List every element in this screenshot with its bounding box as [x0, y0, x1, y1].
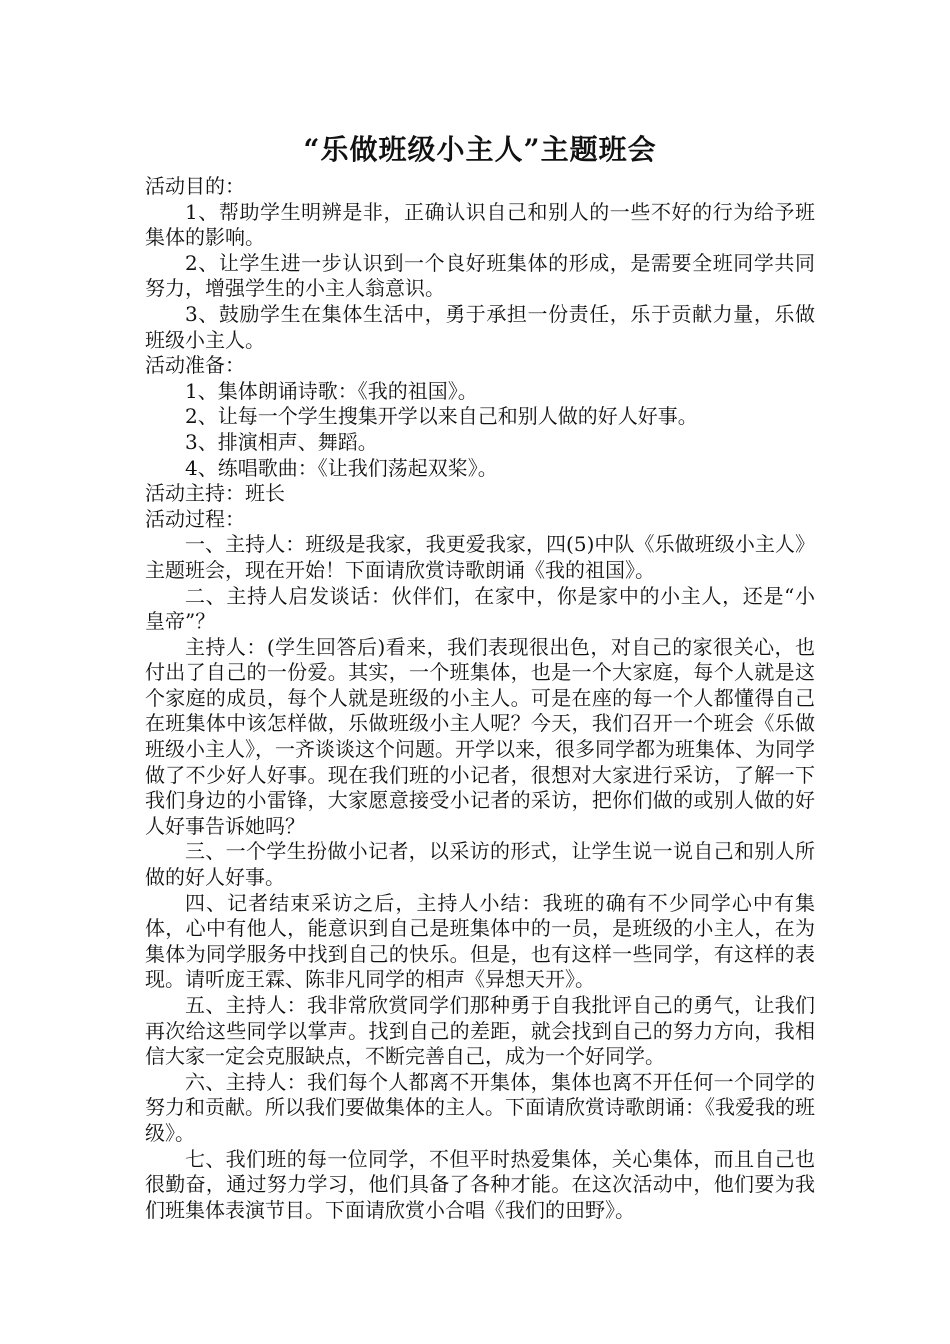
process-item: 主持人：(学生回答后)看来，我们表现很出色，对自己的家很关心，也付出了自己的一份爱。其实，一个班集体，也是一个大家庭，每个人就是这个家庭的成员，每个人就是班级的小主人。可是在座的每一个人都懂得自己在班集体中该怎样做，乐做班级小主人呢？今天，我们召开一个班会《乐做班级小主人》，一齐谈谈这个问题。开学以来，很多同学都为班集体、为同学做了不少好人好事。现在我们班的小记者，很想对大家进行采访，了解一下我们身边的小雷锋，大家愿意接受小记者的采访，把你们做的或别人做的好人好事告诉她吗？ — [145, 634, 815, 838]
document-page — [145, 130, 815, 1223]
process-item: 五、主持人：我非常欣赏同学们那种勇于自我批评自己的勇气，让我们再次给这些同学以掌声。找到自己的差距，就会找到自己的努力方向，我相信大家一定会克服缺点，不断完善自己，成为一个好同学。 — [145, 993, 815, 1069]
process-item: 一、主持人：班级是我家，我更爱我家，四(5)中队《乐做班级小主人》主题班会，现在开始！下面请欣赏诗歌朗诵《我的祖国》。 — [145, 532, 815, 582]
host-line: 活动主持：班长 — [145, 481, 285, 506]
prep-item: 4、练唱歌曲：《让我们荡起双桨》。 — [185, 455, 498, 480]
process-item: 二、主持人启发谈话：伙伴们，在家中，你是家中的小主人，还是“小皇帝”？ — [145, 583, 815, 634]
goal-item: 3、鼓励学生在集体生活中，勇于承担一份责任，乐于贡献力量，乐做班级小主人。 — [145, 301, 815, 352]
process-item: 四、记者结束采访之后，主持人小结：我班的确有不少同学心中有集体，心中有他人，能意识到自己是班集体中的一员，是班级的小主人，在为集体为同学服务中找到自己的快乐。但是，也有这样一些同学，有这样的表现。请听庞王霖、陈非凡同学的相声《异想天开》。 — [145, 890, 815, 992]
process-heading: 活动过程： — [145, 506, 245, 531]
goal-heading: 活动目的： — [145, 174, 245, 198]
prep-item: 2、让每一个学生搜集开学以来自己和别人做的好人好事。 — [185, 404, 698, 429]
goal-item: 2、让学生进一步认识到一个良好班集体的形成，是需要全班同学共同努力，增强学生的小主人翁意识。 — [145, 250, 815, 301]
goal-item: 1、帮助学生明辨是非，正确认识自己和别人的一些不好的行为给予班集体的影响。 — [145, 199, 815, 250]
process-item: 七、我们班的每一位同学，不但平时热爱集体，关心集体，而且自己也很勤奋，通过努力学习，他们具备了各种才能。在这次活动中，他们要为我们班集体表演节目。下面请欣赏小合唱《我们的田野》。 — [145, 1146, 815, 1222]
process-item: 三、一个学生扮做小记者，以采访的形式，让学生说一说自己和别人所做的好人好事。 — [145, 839, 815, 890]
prep-heading: 活动准备： — [145, 353, 245, 378]
process-item: 六、主持人：我们每个人都离不开集体，集体也离不开任何一个同学的努力和贡献。所以我们要做集体的主人。下面请欣赏诗歌朗诵：《我爱我的班级》。 — [145, 1069, 815, 1145]
prep-item: 1、集体朗诵诗歌：《我的祖国》。 — [185, 378, 478, 403]
document-body — [145, 174, 815, 1223]
prep-item: 3、排演相声、舞蹈。 — [185, 429, 378, 454]
document-title: “乐做班级小主人”主题班会 — [303, 133, 657, 166]
